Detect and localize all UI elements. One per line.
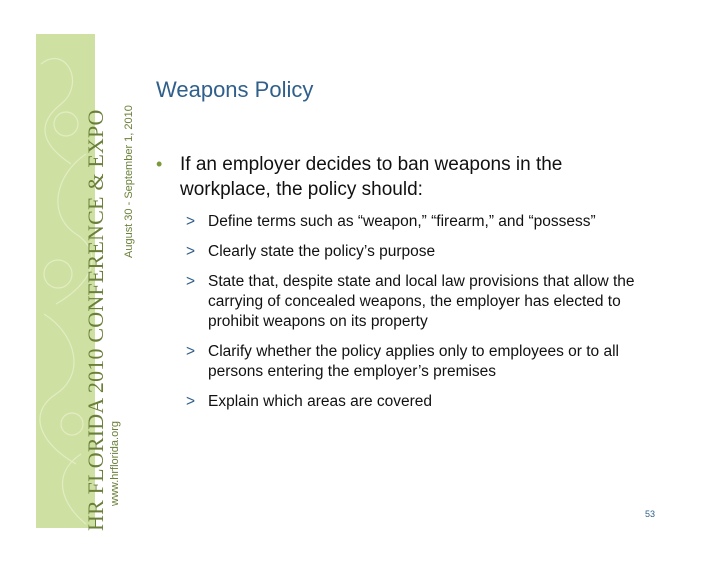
sub-bullet <box>186 342 666 382</box>
main-bullet-text: If an employer decides to ban weapons in the workplace, the policy should: <box>180 154 563 200</box>
main-bullet <box>156 152 656 202</box>
conference-sidebar-banner <box>36 34 135 531</box>
page-number: 53 <box>645 509 656 519</box>
conference-title: HR FLORIDA 2010 CONFERENCE & EXPO <box>83 109 108 531</box>
sub-bullet-text: Define terms such as “weapon,” “firearm,” and “possess” <box>208 213 596 230</box>
sub-bullet-text: Clearly state the policy’s purpose <box>208 243 436 260</box>
bullet-dot-icon: • <box>156 154 163 174</box>
chevron-right-icon: > <box>186 243 196 260</box>
sub-bullet <box>186 272 666 332</box>
chevron-right-icon: > <box>186 343 196 360</box>
sub-bullet <box>186 242 666 262</box>
sub-bullet-list <box>186 212 666 422</box>
chevron-right-icon: > <box>186 273 196 290</box>
sub-bullet-text: Clarify whether the policy applies only to employees or to all persons entering the employer’s premises <box>208 343 619 380</box>
conference-url: www.hrflorida.org <box>109 421 121 506</box>
chevron-right-icon: > <box>186 213 196 230</box>
conference-dates: August 30 - September 1, 2010 <box>123 105 135 258</box>
sub-bullet <box>186 392 666 412</box>
sub-bullet-text: Explain which areas are covered <box>208 393 433 410</box>
slide-title: Weapons Policy <box>156 77 314 102</box>
sub-bullet-text: State that, despite state and local law provisions that allow the carrying of concealed weapons, the employer has elected to prohibit weapons on its property <box>208 273 635 330</box>
sub-bullet <box>186 212 666 232</box>
chevron-right-icon: > <box>186 393 196 410</box>
